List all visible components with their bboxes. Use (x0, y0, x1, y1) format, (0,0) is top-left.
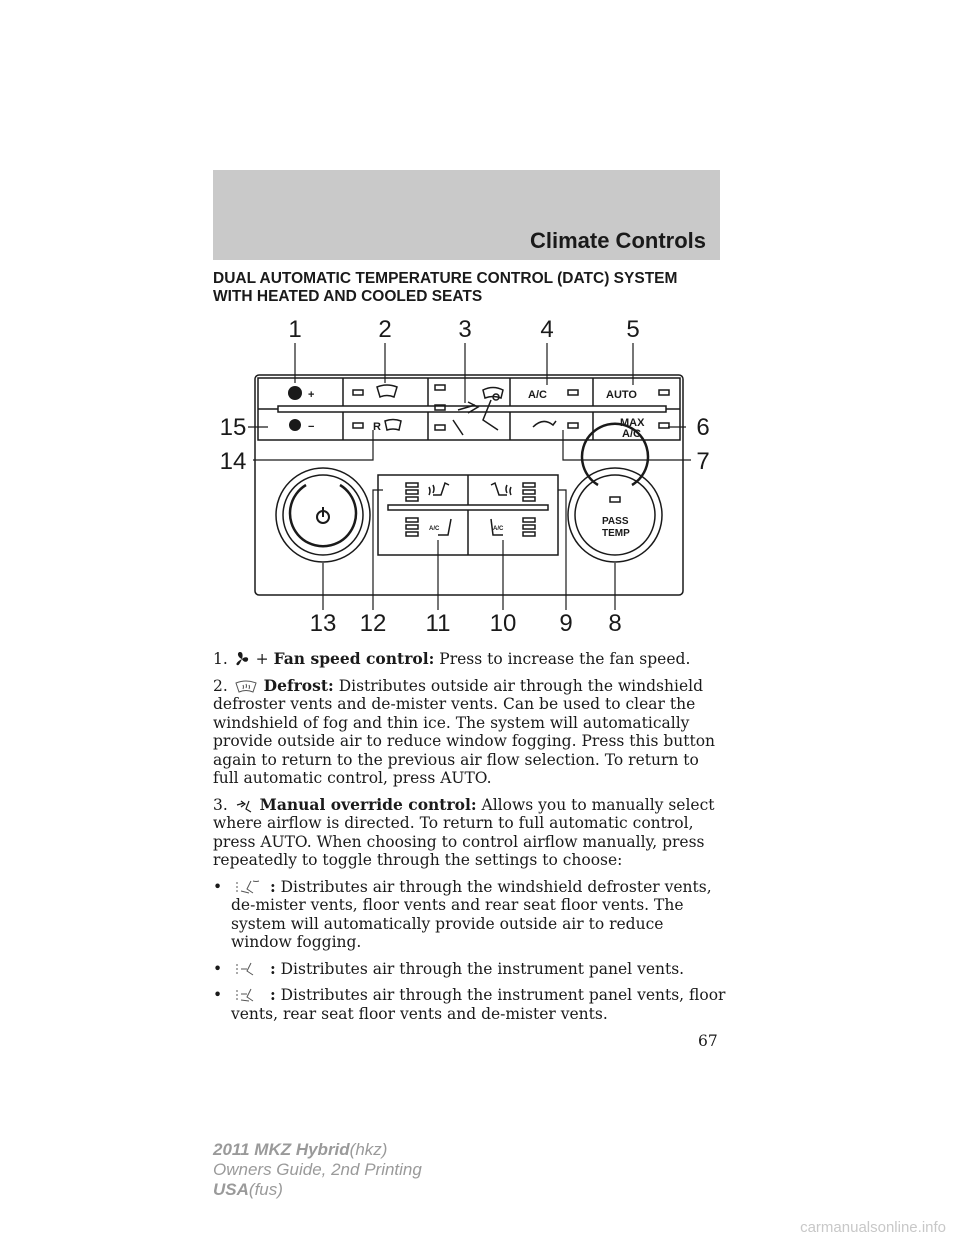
panel-mode-icon (233, 961, 263, 977)
watermark: carmanualsonline.info (800, 1219, 946, 1236)
callout-11: 11 (425, 610, 451, 637)
callout-6: 6 (696, 414, 710, 441)
section-header-band (213, 170, 720, 260)
seat-ac-label-right: A/C (493, 526, 504, 532)
airflow-person-icon (235, 799, 253, 813)
fan-icon (235, 651, 249, 667)
defrost-floor-mode-icon (233, 879, 263, 895)
bullet-panel: • : Distributes air through the instrument panel vents. (213, 958, 685, 978)
section-header-title: Climate Controls (529, 228, 706, 253)
defrost-icon (235, 680, 257, 694)
callout-10: 10 (489, 610, 517, 637)
temp-label: TEMP (602, 528, 630, 539)
body-text (213, 650, 728, 1031)
fan-minus-label: − (308, 421, 315, 433)
callout-15: 15 (219, 414, 247, 441)
item-2: 2. Defrost: Distributes outside air through the windshield defroster vents and de-mister vents. Can be used to clear the windshield of fog and thin ice. The system will automatically provide outside air to reduce window fogging. Press this button again to return to the previous air flow selection. To return to full automatic control, press AUTO. (213, 675, 716, 787)
callout-2: 2 (378, 316, 392, 343)
callout-13: 13 (309, 610, 337, 637)
seat-ac-label-left: A/C (429, 526, 440, 532)
callout-5: 5 (626, 316, 640, 343)
bullet-panel-floor: • : Distributes air through the instrument panel vents, floor vents, rear seat floor vents and de-mister vents. (213, 985, 726, 1023)
callout-9: 9 (559, 610, 573, 637)
auto-button-label: AUTO (606, 389, 637, 401)
callout-4: 4 (540, 316, 554, 343)
item-3: 3. Manual override control: Allows you to manually select where airflow is directed. To return to full automatic control, press AUTO. When choosing to control airflow manually, press repeatedly to toggle through the settings to choose: (213, 794, 715, 869)
heated-seat-icon (429, 483, 511, 495)
panel-floor-mode-icon (233, 987, 263, 1003)
bullet-defrost-floor: • : Distributes air through the windshield defroster vents, de-mister vents, floor vents and rear seat floor vents. The system will automatically provide outside air to reduce window fogging. (213, 876, 712, 951)
fan-plus-label: + (308, 389, 315, 401)
page-number: 67 (698, 1032, 718, 1050)
pass-temp-knob (568, 468, 662, 562)
callout-7: 7 (696, 448, 710, 475)
callout-12: 12 (359, 610, 387, 637)
callout-1: 1 (288, 316, 302, 343)
item-1: 1. + Fan speed control: Press to increase the fan speed. (213, 649, 691, 668)
max-ac-label: A/C (622, 428, 641, 440)
ac-button-label: A/C (528, 389, 547, 401)
callout-8: 8 (608, 610, 622, 637)
climate-panel-diagram (213, 305, 733, 645)
page-title: DUAL AUTOMATIC TEMPERATURE CONTROL (DATC) SYSTEM WITH HEATED AND COOLED SEATS (213, 270, 678, 305)
footer: 2011 MKZ Hybrid(hkz) Owners Guide, 2nd Printing USA(fus) (213, 1140, 422, 1199)
rear-defrost-label: R (373, 421, 381, 433)
recirculation-icon (533, 421, 556, 427)
pass-label: PASS (602, 516, 629, 527)
callout-3: 3 (458, 316, 472, 343)
callout-14: 14 (219, 448, 247, 475)
max-label: MAX (620, 417, 645, 429)
